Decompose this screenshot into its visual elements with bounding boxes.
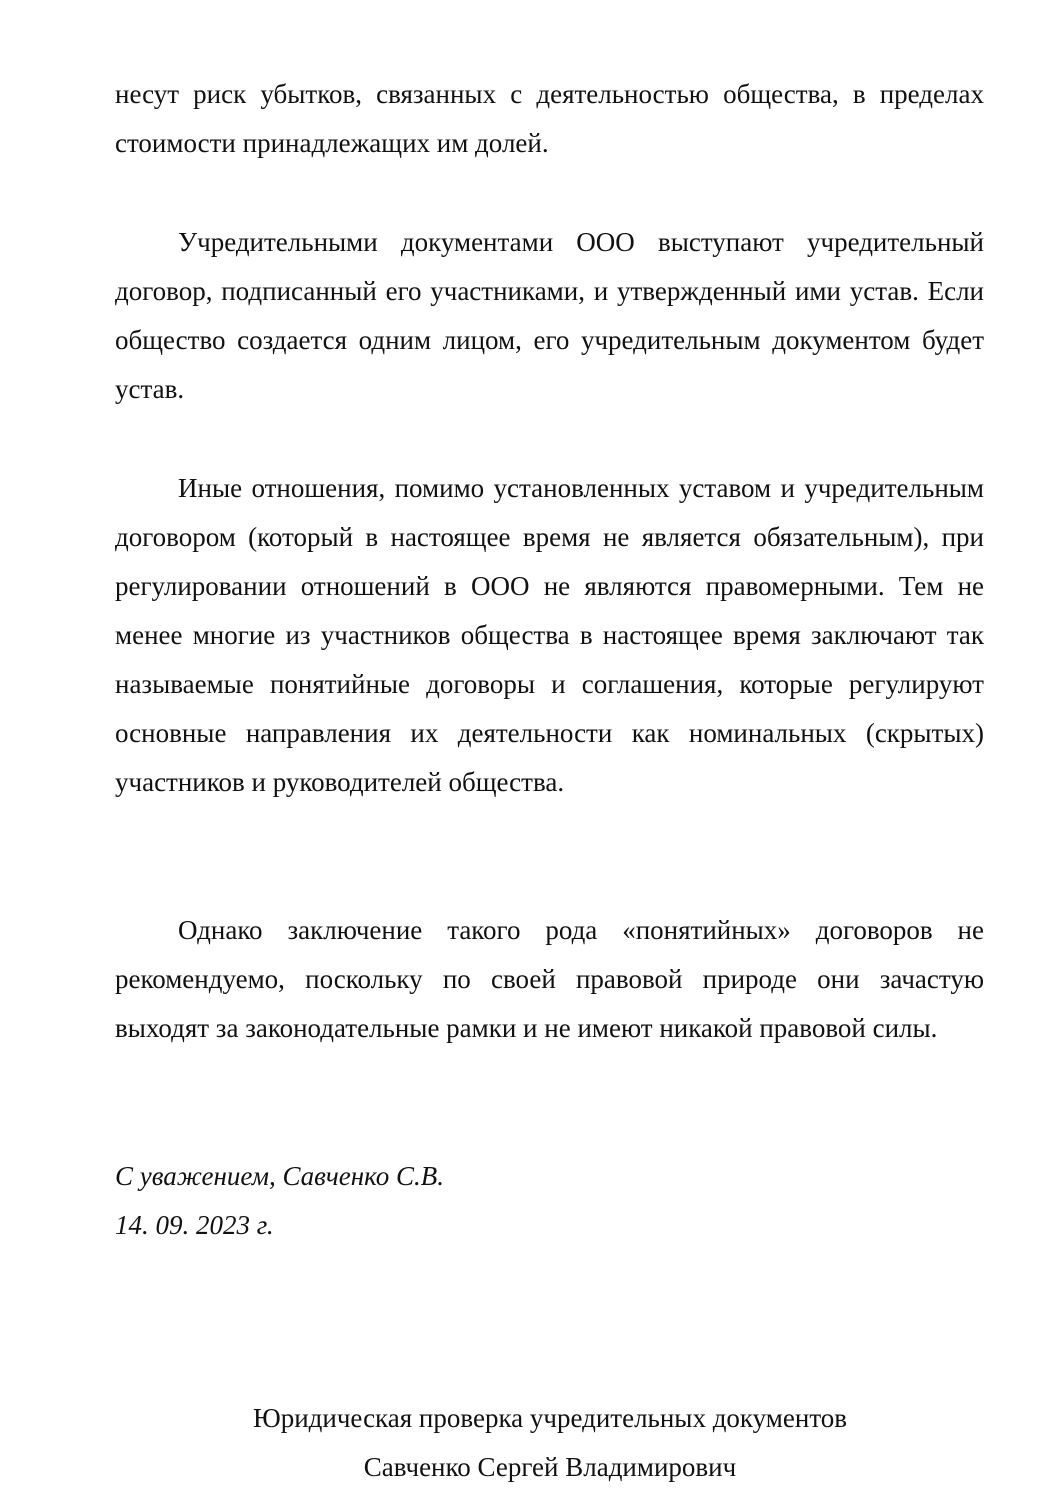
footer-author: Савченко Сергей Владимирович (363, 1452, 737, 1482)
paragraph-continuation: несут риск убытков, связанных с деятельностью общества, в пределах стоимости принадлежащих им долей. (115, 79, 984, 158)
signature-date: 14. 09. 2023 г. (115, 1210, 274, 1240)
footer-title: Юридическая проверка учредительных документов (252, 1403, 848, 1433)
signature: С уважением, Савченко С.В. (115, 1161, 444, 1191)
paragraph-founding-documents: Учредительными документами ООО выступают учредительный договор, подписанный его участниками, и утвержденный ими устав. Если общество создается одним лицом, его учредительным документом будет устав. (115, 227, 984, 404)
paragraph-other-relations: Иные отношения, помимо установленных уставом и учредительным договором (который в настоящее время не является обязательным), при регулировании отношений в ООО не являются правомерными. Тем не менее многие из участников общества в настоящее время заключают так называемые понятийные договоры и соглашения, которые регулируют основные направления их деятельности как номинальных (скрытых) участников и руководителей общества. (115, 473, 984, 797)
paragraph-conclusion: Однако заключение такого рода «понятийных» договоров не рекомендуемо, поскольку по своей правовой природе они зачастую выходят за законодательные рамки и не имеют никакой правовой силы. (115, 915, 984, 1043)
